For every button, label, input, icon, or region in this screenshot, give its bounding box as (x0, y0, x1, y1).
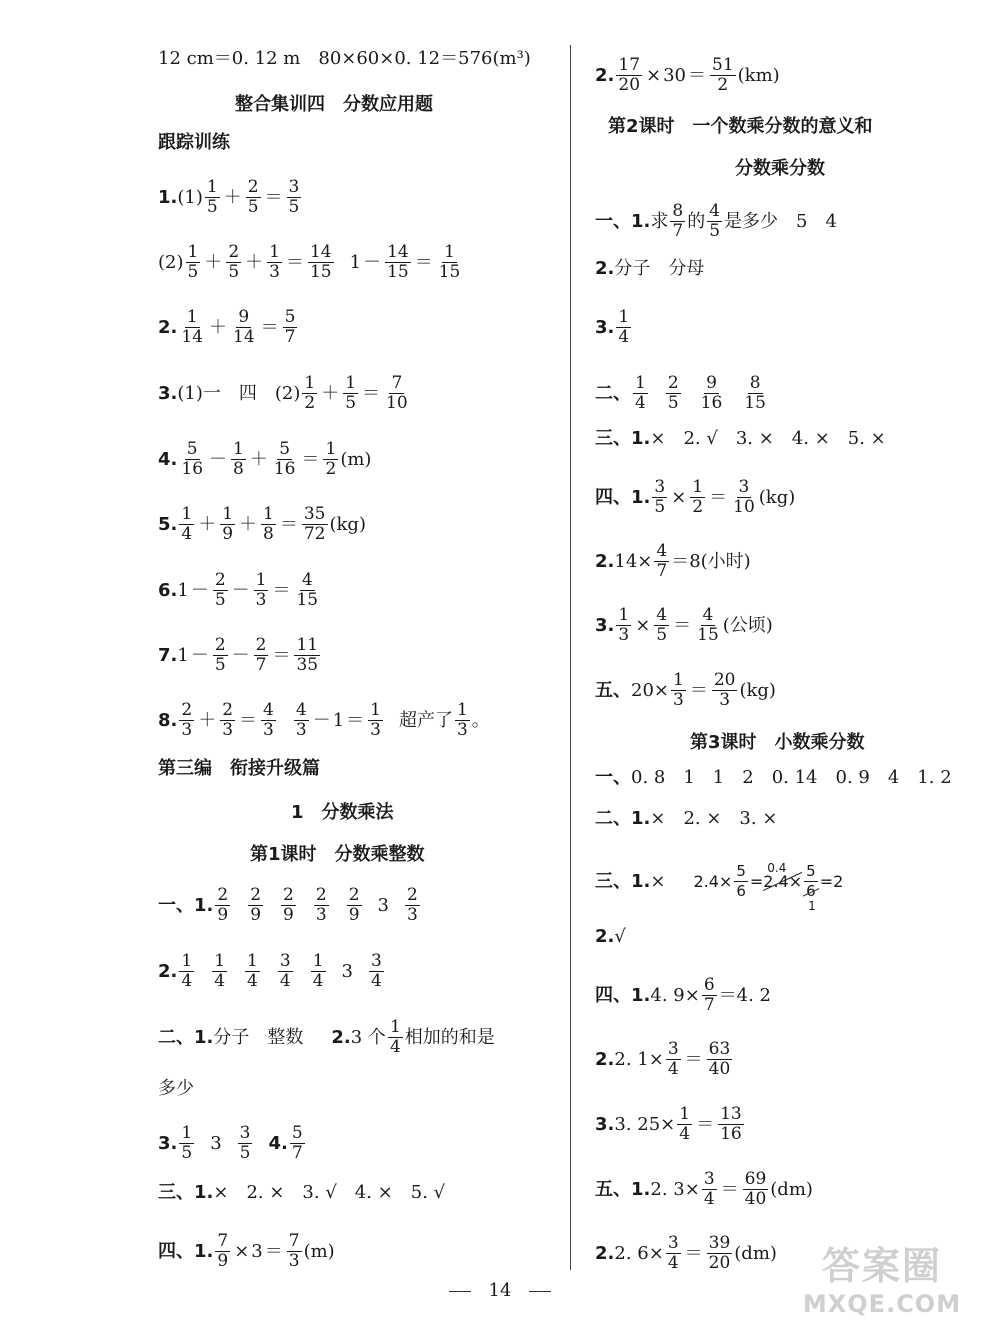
answer-4: 4. $\frac{5}{16}$ － $\frac{1}{8}$ ＋ $\frac{5}{16}$ ＝ $\frac{1}{2}$ (m) (158, 439, 372, 479)
l1-s3: 三、1. × 2. × 3. √ 4. × 5. √ (158, 1182, 446, 1203)
l1-s2-continued: 多少 (158, 1078, 194, 1099)
l2-s1-q3: 3. $\frac{1}{4}$ (595, 307, 630, 347)
l3-s3-q1: 三、1. × 2.4× $\frac{5}{6}$ = 0.4 2.4× $\frac{5}{6}$ 1 =2 (595, 860, 844, 913)
page-number: 14 (0, 1280, 1000, 1301)
l2-s2: 二、 $\frac{1}{4}$ $\frac{2}{5}$ $\frac{9}{16}$ $\frac{8}{15}$ (595, 373, 766, 413)
lesson-2-title-b: 分数乘分数 (735, 158, 825, 179)
subsection-title: 跟踪训练 (158, 132, 230, 153)
answer-2: 2. $\frac{1}{14}$ ＋ $\frac{9}{14}$ ＝ $\frac{5}{7}$ (158, 307, 296, 347)
l1-s2-q1: 二、1. 分子 整数 2. 3 个 $\frac{1}{4}$ 相加的和是 (158, 1017, 495, 1057)
lesson-2-title-a: 第2课时 一个数乘分数的意义和 (608, 116, 873, 137)
top-line: 12 cm＝0. 12 m 80×60×0. 12＝576(m³) (158, 48, 531, 69)
section-title: 整合集训四 分数应用题 (235, 94, 433, 115)
l3-s2: 二、1. × 2. × 3. × (595, 808, 778, 829)
answer-6: 6. 1 － $\frac{2}{5}$ － $\frac{1}{3}$ ＝ $\frac{4}{15}$ (158, 570, 319, 610)
dash-left (449, 1291, 471, 1292)
chapter-1-title: 1 分数乘法 (291, 802, 394, 823)
lesson-1-title: 第1课时 分数乘整数 (250, 844, 425, 865)
left-column (158, 0, 553, 1275)
l1-s4: 四、1. $\frac{7}{9}$ × 3 ＝ $\frac{7}{3}$ (m) (158, 1231, 335, 1271)
watermark-logo: 答案圈 MXQE.COM (802, 1244, 962, 1318)
l2-s4-q2: 2. 14× $\frac{4}{7}$ ＝8(小时) (595, 541, 751, 581)
l3-s5-q1: 五、1. 2. 3× $\frac{3}{4}$ ＝ $\frac{69}{40}$ (dm) (595, 1169, 813, 1209)
l2-s4-q3: 3. $\frac{1}{3}$ × $\frac{4}{5}$ ＝ $\frac{4}{15}$ (公顷) (595, 605, 773, 645)
cancel-annotation: 0.4 2.4× (763, 860, 803, 891)
l1-s1-q2: 2. $\frac{1}{4}$ $\frac{1}{4}$ $\frac{1}{4}$ $\frac{3}{4}$ $\frac{1}{4}$ 3 $\frac{3}{4}$ (158, 951, 382, 991)
l2-s4-q1: 四、1. $\frac{3}{5}$ × $\frac{1}{2}$ ＝ $\frac{3}{10}$ (kg) (595, 477, 796, 517)
right-column (595, 0, 975, 1275)
part3-title: 第三编 衔接升级篇 (158, 758, 320, 779)
answer-1-1: 1. (1) $\frac{1}{5}$ ＋ $\frac{2}{5}$ ＝ $\frac{3}{5}$ (158, 177, 300, 217)
l2-s1-q1: 一、1. 求 $\frac{8}{7}$ 的 $\frac{4}{5}$ 是多少 5 4 (595, 201, 837, 241)
l2-s3: 三、1. × 2. √ 3. × 4. × 5. × (595, 428, 886, 449)
l1-s2-q3: 3. $\frac{1}{5}$ 3 $\frac{3}{5}$ 4. $\frac{5}{7}$ (158, 1123, 303, 1163)
lesson-3-title: 第3课时 小数乘分数 (690, 732, 865, 753)
l3-s4-q3: 3. 3. 25× $\frac{1}{4}$ ＝ $\frac{13}{16}$ (595, 1104, 742, 1144)
answer-1-2: (2) $\frac{1}{5}$ ＋ $\frac{2}{5}$ ＋ $\frac{1}{3}$ ＝ $\frac{14}{15}$ 1 － $\frac{14}{15}$ ＝ $\frac{1}{15}$ (158, 242, 461, 282)
l3-s4-q1: 四、1. 4. 9× $\frac{6}{7}$ ＝4. 2 (595, 975, 771, 1015)
column-divider (570, 45, 571, 1270)
l3-s1: 一、 0. 8 1 1 2 0. 14 0. 9 4 1. 2 (595, 767, 952, 788)
dash-right (529, 1291, 551, 1292)
answer-8: 8. $\frac{2}{3}$ ＋ $\frac{2}{3}$ ＝ $\frac{4}{3}$ $\frac{4}{3}$ － 1 ＝ $\frac{1}{3}$ 超产了 $\frac{1}{3}$ 。 (158, 700, 490, 740)
answer-5: 5. $\frac{1}{4}$ ＋ $\frac{1}{9}$ ＋ $\frac{1}{8}$ ＝ $\frac{35}{72}$ (kg) (158, 504, 366, 544)
answer-3: 3. (1)一 四 (2) $\frac{1}{2}$ ＋ $\frac{1}{5}$ ＝ $\frac{7}{10}$ (158, 373, 408, 413)
l2-s5: 五、 20× $\frac{1}{3}$ ＝ $\frac{20}{3}$ (kg) (595, 670, 776, 710)
l2-s1-q2: 2. 分子 分母 (595, 258, 705, 279)
l3-s5-q2: 2. 2. 6× $\frac{3}{4}$ ＝ $\frac{39}{20}$ (dm) (595, 1233, 777, 1273)
l3-s4-q2: 2. 2. 1× $\frac{3}{4}$ ＝ $\frac{63}{40}$ (595, 1039, 731, 1079)
l1-s1-q1: 一、1. $\frac{2}{9}$ $\frac{2}{9}$ $\frac{2}{9}$ $\frac{2}{3}$ $\frac{2}{9}$ 3 $\frac{2}{3}$ (158, 885, 418, 925)
l3-s3-q2: 2. √ (595, 926, 626, 947)
r-answer-2: 2. $\frac{17}{20}$ × 30 ＝ $\frac{51}{2}$ (km) (595, 55, 780, 95)
answer-7: 7. 1 － $\frac{2}{5}$ － $\frac{2}{7}$ ＝ $\frac{11}{35}$ (158, 635, 319, 675)
